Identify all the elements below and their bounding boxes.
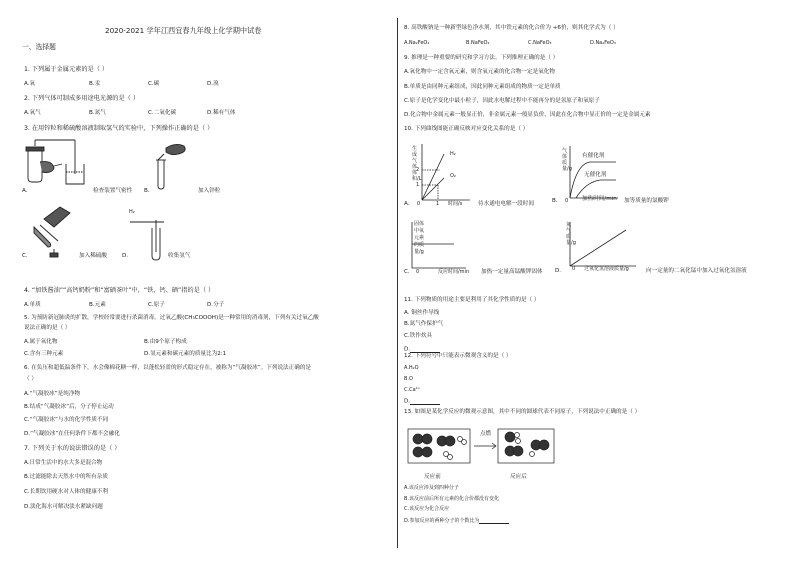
q11-option-c: C.铁作炊具 [404,333,433,339]
section-heading: 一、选择题 [22,43,56,51]
q10-graph-d-xlabel: 过氧化氢溶液质量/g [584,266,629,272]
q7-stem: 7. 下列关于水的说法错误的是（ ） [24,445,121,452]
q3-option-a-label: A. [22,188,28,194]
q9-option-b: B.单质是由同种元素组成，因此同种元素组成的物质一定是单质 [404,84,561,90]
q8-option-c: C.NaFeO₃ [528,40,552,46]
q9-option-a: A.氧化物中一定含氧元素，则含氧元素的化合物一定是氧化物 [404,69,555,75]
q2-stem: 2. 下列气体可制成多用途电光源的是（ ） [24,95,140,102]
q3-figure-c [30,205,85,260]
q13-after-label: 反应后 [510,474,527,480]
q5-stem-line2: 说法正确的是（ ） [24,325,71,331]
q10-graph-a [410,140,472,208]
q10-caption-a: A. [404,201,410,207]
q10-graph-c-origin: 0 [416,269,420,275]
q10-graph-b-origin: 0 [565,198,569,204]
q3-h2-label: H₂ [129,209,135,215]
q8-option-d: D.Na₂FeO₃ [590,40,616,46]
q6-option-c: C.“气凝胶冰”与水的化学性质不同 [24,417,109,423]
q13-stem: 13. 如图是某化学反应的微观示意图，其中不同的圆球代表不同原子，下列说法中正确的是（ ） [404,409,641,415]
q4-option-b: B.元素 [89,302,106,308]
q13-option-a: A.该反应涉及到四种分子 [404,485,459,491]
q2-option-b: B.氮气 [89,110,106,116]
q10-graph-b-ylabel: 气体质量/g [562,148,572,172]
q11-option-b: B.氮气作保护气 [404,321,444,327]
q12-option-a: A.H₂O [404,365,419,371]
q10-graph-a-x1: 1 [436,201,440,207]
q6-stem-line2: （ ） [24,376,37,382]
q3-option-b-text: 检查装置气密性 [93,188,133,194]
q8-option-a: A.Na₂FeO₄ [404,40,430,46]
q7-option-b: B.过滤能除去天然水中的所有杂质 [24,474,108,480]
q10-graph-a-origin: 0 [417,201,421,207]
q7-option-a: A.日常生活中的水大多是混合物 [24,460,103,466]
q10-graph-b-series2: 无催化剂 [584,172,607,178]
q13-answer-blank [479,517,509,524]
q1-option-a: A.氧 [24,81,36,87]
q11-option-d: D. [404,346,440,353]
q5-option-c: C.含有三种元素 [24,351,64,357]
q2-option-a: A.氧气 [24,110,41,116]
q10-graph-a-ylabel: 生成气体体积/L [412,146,422,182]
q6-option-b: B.结成“气凝胶冰”后，分子停止运动 [24,404,114,410]
q5-option-b: B.由9个原子构成 [144,339,187,345]
q8-option-b: B.NaFeO₂ [466,40,490,46]
q10-graph-a-xlabel: 时间/s [448,201,463,207]
q3-figure-b [148,140,198,190]
q3-option-b-extra: 加入锌粒 [198,188,221,194]
column-divider [397,18,398,548]
q10-stem: 10. 下列曲线图能正确反映对应变化关系的是（ ） [404,126,529,132]
q13-option-b: B.该反应前后所有元素的化合价都没有变化 [404,496,500,502]
q10-graph-a-y1: 1 [416,182,420,188]
q3-option-b-label: B. [144,188,150,194]
q3-figure-a [18,138,93,193]
q7-option-d: D.淡化海水可解决淡水紧缺问题 [24,504,103,510]
q3-option-c-label: C. [22,253,28,259]
q10-graph-c-xlabel: 反应时间/min [438,269,470,275]
q4-option-c: C.原子 [148,302,165,308]
q9-stem: 9. 推理是一种重要的研究和学习方法。下列推理正确的是（ ） [404,55,559,61]
q10-graph-a-y2: 2 [416,167,420,173]
q2-option-c: C.二氧化碳 [148,110,177,116]
q10-graph-a-h2: H₂ [450,151,456,157]
q2-option-d: D.稀有气体 [207,110,236,116]
q1-option-b: B.汞 [89,81,101,87]
q11-answer-blank [410,346,440,353]
q13-before-label: 反应前 [424,474,441,480]
q10-caption-d-text: 向一定量的二氧化锰中加入过氧化氢溶液 [646,268,747,274]
q13-option-c: C.该反应为化合反应 [404,506,450,512]
q10-graph-d-ylabel: 氧气质量/g [566,222,576,246]
q6-option-d: D.“气凝胶冰”在任何条件下都不会融化 [24,431,120,437]
q6-option-a: A.“气凝胶冰”是纯净物 [24,391,81,397]
q5-stem: 5. 为预防新冠肺炎的扩散，学校经常要进行杀菌消毒。过氧乙酸(CH₃COOOH)是一种常用的消毒剂，下列有关过氧乙酸 [24,315,319,321]
q10-graph-c-ylabel: 固体 中氧 元素 的质 量/g [414,221,425,255]
q4-option-d: D.分子 [207,302,225,308]
q11-option-a: A. 铜丝作导线 [404,310,440,316]
q1-option-d: D.溴 [207,81,219,87]
q10-graph-b-series1: 有催化剂 [582,153,605,159]
q10-caption-a-text: 待水通电电解一段时间 [478,201,534,207]
q9-option-d: D.化合物中金属元素一般显正价，非金属元素一般显负价，因此在化合物中显正价的一定是金属元素 [404,112,651,118]
q10-caption-b-text: 加等质量的氯酸钾 [624,198,669,204]
q6-stem: 6. 在负压和超低温条件下，水会像棉花糖一样，以蓬松轻盈的形式稳定存在，被称为“气凝胶冰”。下列说法正确的是 [24,365,312,371]
q1-stem: 1. 下列属于金属元素的是（ ） [24,66,109,73]
q5-option-a: A.属于氧化物 [24,339,58,345]
q3-figure-d [128,209,168,262]
q5-option-d: D.氢元素和碳元素的质量比为2:1 [144,351,227,357]
q1-option-c: C.碳 [148,81,160,87]
q11-stem: 11. 下列物质的用途主要是利用了其化学性质的是（ ） [404,297,540,303]
q10-graph-d-origin: 0 [572,266,576,272]
q10-caption-d: D. [555,268,562,274]
q12-option-d: D. [404,398,440,405]
q13-option-d: D.参加反应的两种分子的个数比为 [404,517,509,524]
q10-graph-a-o2: O₂ [450,173,456,179]
q12-answer-blank [410,398,440,405]
q3-option-c-text: 加入稀硫酸 [79,253,107,259]
q4-option-a: A.单质 [24,302,41,308]
q12-option-b: B.O [404,376,413,382]
q12-stem: 12. 下列符号中只能表示微观含义的是（ ） [404,353,512,359]
q7-option-c: C.长期饮用硬水对人体的健康不利 [24,489,108,495]
q9-option-c: C.原子是化学变化中最小粒子，因此水电解过程中不能再分的是氢原子和氧原子 [404,98,600,104]
q10-graph-b-xlabel: 加热时间/min [582,196,617,202]
page-title: 2020-2021 学年江西宜春九年级上化学期中试卷 [105,26,262,35]
q10-caption-b: B. [552,198,558,204]
q12-option-c: C.Ca²⁺ [404,387,421,393]
q8-stem: 8. 高铁酸钠是一种新型绿色净水剂，其中铁元素的化合价为 +6价，则其化学式为（ ） [404,25,619,31]
q10-caption-c-text: 加热一定量高锰酸钾固体 [481,269,543,275]
q3-option-d-text: 收集氢气 [168,253,191,259]
q3-option-d-label: D. [122,253,129,259]
q4-stem: 4. “加铁酱油”“高钙奶粉”和“富硒茶叶”中，“铁、钙、硒”指的是（ ） [24,287,215,294]
q10-caption-c: C. [404,269,410,275]
q3-stem: 3. 在用锌粒和稀硫酸溶液制取氢气的实验中，下列操作正确的是（ ） [24,125,214,132]
q13-condition-label: 点燃 [480,431,492,437]
